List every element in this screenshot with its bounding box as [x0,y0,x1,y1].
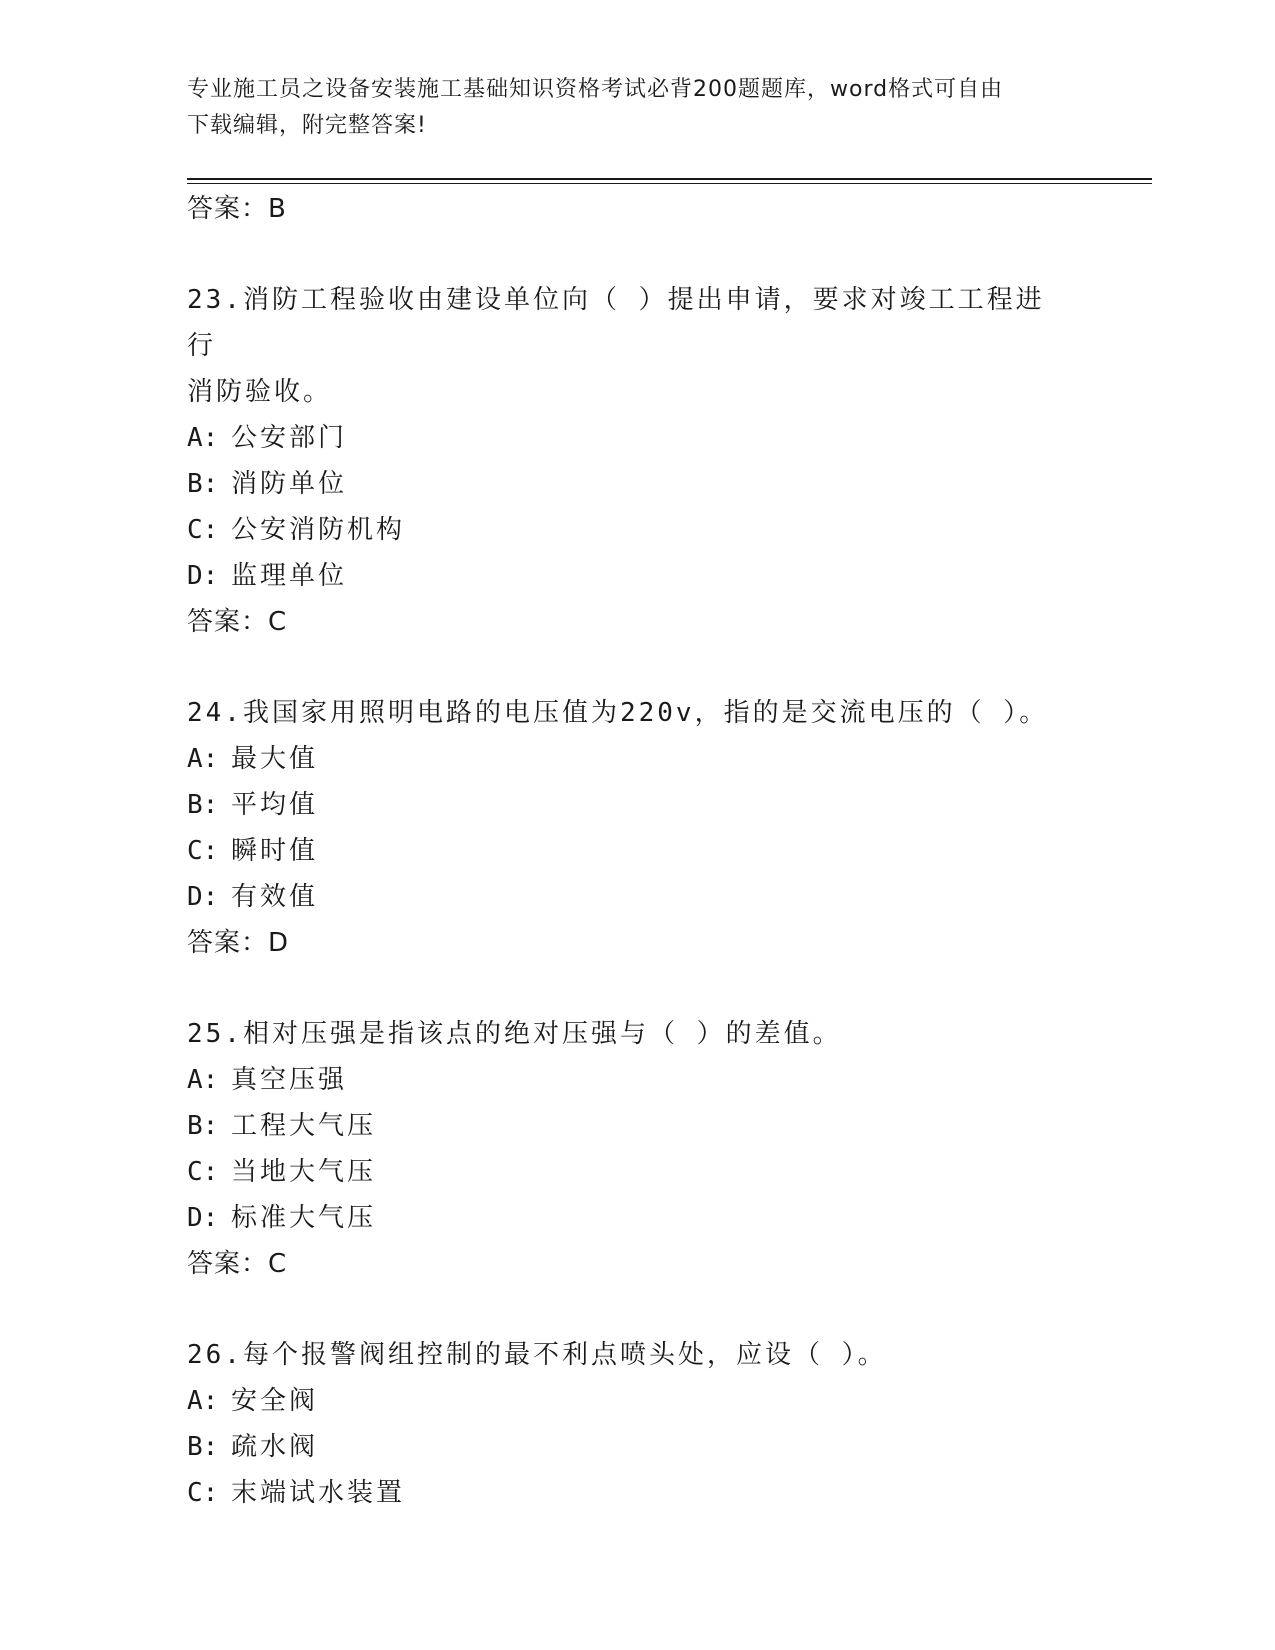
option-text: 工程大气压 [231,1111,377,1141]
option-c [187,507,1087,553]
previous-answer: 答案：B [187,194,287,224]
question-text-line: 24.我国家用照明电路的电压值为220v，指的是交流电压的（ ）。 [187,698,1049,728]
header-title-line-2: 下载编辑，附完整答案! [187,113,427,138]
option-text: 监理单位 [231,561,348,591]
option-key: D: [187,1203,219,1233]
option-key: C: [187,836,219,866]
spacer [187,645,1087,690]
option-b [187,1103,1087,1149]
option-text: 有效值 [231,882,319,912]
option-a [187,1057,1087,1103]
question-24 [187,690,1087,966]
option-text: 瞬时值 [231,836,319,866]
option-b [187,461,1087,507]
option-key: D: [187,882,219,912]
option-key: A: [187,744,219,774]
header-rule-thin [187,183,1152,184]
option-b [187,782,1087,828]
option-text: 真空压强 [231,1065,348,1095]
question-text-line: 25.相对压强是指该点的绝对压强与（ ）的差值。 [187,1019,842,1049]
document-header [187,72,1067,144]
option-b [187,1424,1087,1470]
option-text: 消防单位 [231,469,348,499]
question-25 [187,1011,1087,1287]
option-text: 当地大气压 [231,1157,377,1187]
option-text: 疏水阀 [231,1432,319,1462]
option-key: B: [187,790,219,820]
option-key: C: [187,515,219,545]
option-c [187,828,1087,874]
option-text: 最大值 [231,744,319,774]
question-answer: 答案：C [187,1249,288,1279]
option-key: A: [187,423,219,453]
spacer [187,232,1087,277]
question-answer: 答案：D [187,928,290,958]
option-text: 安全阀 [231,1386,319,1416]
question-text-line: 23.消防工程验收由建设单位向（ ）提出申请，要求对竣工工程进行 [187,285,1045,361]
option-a [187,415,1087,461]
option-c [187,1470,1087,1516]
header-rule-thick [187,178,1152,180]
document-content [187,186,1087,1516]
spacer [187,966,1087,1011]
option-a [187,736,1087,782]
option-key: C: [187,1478,219,1508]
option-c [187,1149,1087,1195]
spacer [187,1287,1087,1332]
question-text-line: 消防验收。 [187,377,333,407]
option-key: D: [187,561,219,591]
option-key: B: [187,469,219,499]
option-text: 末端试水装置 [231,1478,406,1508]
option-text: 公安消防机构 [231,515,406,545]
option-text: 公安部门 [231,423,348,453]
option-key: A: [187,1065,219,1095]
option-d [187,553,1087,599]
option-key: C: [187,1157,219,1187]
option-text: 标准大气压 [231,1203,377,1233]
question-answer: 答案：C [187,607,288,637]
option-d [187,874,1087,920]
option-key: B: [187,1111,219,1141]
question-text-line: 26.每个报警阀组控制的最不利点喷头处，应设（ ）。 [187,1340,887,1370]
option-a [187,1378,1087,1424]
question-26 [187,1332,1087,1516]
header-title-line-1: 专业施工员之设备安装施工基础知识资格考试必背200题题库，word格式可自由 [187,77,1004,102]
option-key: B: [187,1432,219,1462]
option-text: 平均值 [231,790,319,820]
option-d [187,1195,1087,1241]
question-23 [187,277,1087,645]
option-key: A: [187,1386,219,1416]
